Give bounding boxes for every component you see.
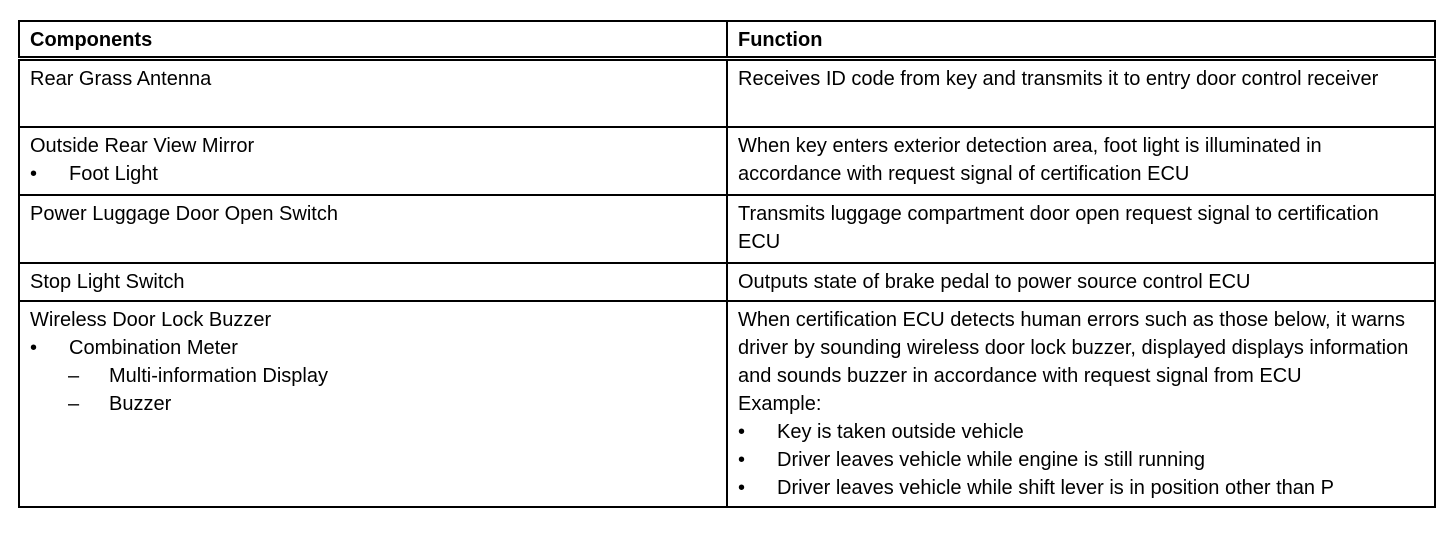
function-bullet-text: Driver leaves vehicle while engine is still running (777, 448, 1205, 471)
component-cell (19, 59, 727, 127)
table-row (19, 127, 1435, 195)
function-cell (727, 127, 1435, 195)
component-name: Stop Light Switch (30, 270, 185, 293)
component-name: Rear Grass Antenna (30, 68, 212, 90)
component-cell (19, 301, 727, 507)
function-bullet-item (738, 446, 1424, 474)
function-text: When certification ECU detects human errors such as those below, it warns driver by sounding wireless door lock buzzer, displayed displays information and sounds buzzer in accordance with request signal from ECU (738, 308, 1409, 387)
function-cell (727, 263, 1435, 301)
component-sub-sub-item (30, 362, 716, 390)
bullet-marker: • (30, 336, 38, 359)
function-text: Outputs state of brake pedal to power source control ECU (738, 270, 1251, 293)
component-sub-item (30, 160, 716, 188)
example-label: Example: (738, 392, 822, 415)
dash-marker: – (68, 364, 80, 387)
function-text: Transmits luggage compartment door open request signal to certification ECU (738, 202, 1379, 253)
component-sub-sub-item-text: Multi-information Display (109, 364, 328, 387)
function-bullet-item (738, 474, 1424, 502)
table-row (19, 59, 1435, 127)
dash-marker: – (68, 392, 80, 415)
component-cell (19, 195, 727, 263)
component-sub-sub-item (30, 390, 716, 418)
header-function: Function (727, 21, 1435, 59)
table-header-row (19, 21, 1435, 59)
component-sub-sub-item-text: Buzzer (109, 392, 172, 415)
function-text: Receives ID code from key and transmits it to entry door control receiver (738, 68, 1379, 90)
function-bullet-text: Driver leaves vehicle while shift lever is in position other than P (777, 476, 1334, 499)
component-sub-item-text: Combination Meter (69, 336, 238, 359)
table-row (19, 195, 1435, 263)
component-name: Outside Rear View Mirror (30, 134, 255, 157)
component-sub-item-text: Foot Light (69, 162, 158, 185)
component-name: Power Luggage Door Open Switch (30, 202, 338, 225)
bullet-marker: • (738, 448, 746, 471)
bullet-marker: • (738, 420, 746, 443)
component-name: Wireless Door Lock Buzzer (30, 308, 272, 331)
header-components: Components (19, 21, 727, 59)
bullet-marker: • (738, 476, 746, 499)
function-cell (727, 59, 1435, 127)
bullet-marker: • (30, 162, 38, 185)
components-function-table (18, 20, 1436, 508)
table-row (19, 301, 1435, 507)
function-cell (727, 301, 1435, 507)
component-cell (19, 127, 727, 195)
table-row (19, 263, 1435, 301)
function-cell (727, 195, 1435, 263)
function-bullet-item (738, 418, 1424, 446)
function-bullet-text: Key is taken outside vehicle (777, 420, 1024, 443)
function-text: When key enters exterior detection area, foot light is illuminated in accordance with request signal of certification ECU (738, 134, 1322, 185)
component-cell (19, 263, 727, 301)
component-sub-item (30, 334, 716, 362)
